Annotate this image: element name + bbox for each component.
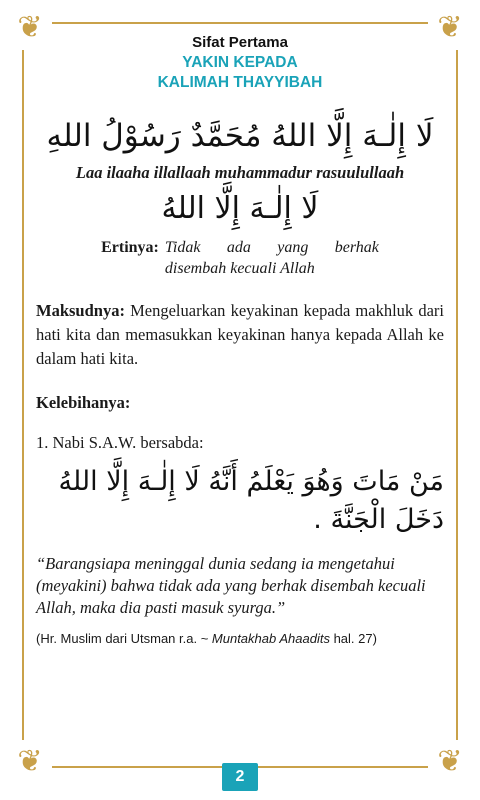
ertinya-block — [36, 237, 444, 279]
page-content — [36, 34, 444, 646]
page-number: 2 — [222, 763, 258, 791]
page-subtitle — [36, 53, 444, 93]
kelebihan-heading: Kelebihanya: — [36, 393, 131, 412]
ertinya-label: Ertinya: — [101, 239, 159, 256]
subtitle-line-1: YAKIN KEPADA — [182, 54, 298, 71]
corner-ornament-icon: ❦ — [8, 6, 52, 50]
kalimah-arabic-short: لَا إِلٰـهَ إِلَّا اللهُ — [161, 191, 319, 226]
reference-prefix: (Hr. Muslim dari Utsman r.a. ~ — [36, 631, 212, 646]
maksudnya-paragraph — [36, 299, 444, 371]
kalimah-transliteration: Laa ilaaha illallaah muhammadur rasuulullaah — [75, 163, 405, 182]
corner-ornament-icon: ❦ — [8, 740, 52, 784]
hadith-line-2: دَخَلَ الْجَنَّةَ . — [313, 504, 444, 535]
ertinya-line-2: disembah kecuali Allah — [164, 260, 315, 277]
ertinya-text — [165, 237, 379, 279]
hadith-reference — [36, 631, 444, 646]
hadith-translation: “Barangsiapa meninggal dunia sedang ia mengetahui (meyakini) bahwa tidak ada yang berhak disembah kecuali Allah, maka dia pasti masuk syurga.” — [36, 554, 426, 617]
kelebihan-item-1: 1. Nabi S.A.W. bersabda: — [36, 433, 204, 452]
reference-suffix: hal. 27) — [329, 631, 377, 646]
page-title: Sifat Pertama — [192, 34, 288, 51]
maksudnya-label: Maksudnya: — [36, 301, 125, 320]
hadith-arabic — [36, 463, 444, 539]
corner-ornament-icon: ❦ — [428, 6, 472, 50]
subtitle-line-2: KALIMAH THAYYIBAH — [157, 74, 323, 91]
corner-ornament-icon: ❦ — [428, 740, 472, 784]
reference-book: Muntakhab Ahaadits — [211, 631, 330, 646]
kalimah-arabic-full: لَا إِلٰـهَ إِلَّا اللهُ مُحَمَّدٌ رَسُوْلُ اللهِ — [46, 118, 434, 154]
ertinya-line-1: Tidak ada yang berhak — [164, 239, 379, 256]
hadith-line-1: مَنْ مَاتَ وَهُوَ يَعْلَمُ أَنَّهُ لَا إِلٰـهَ إِلَّا اللهُ — [58, 466, 444, 497]
maksudnya-text: Mengeluarkan keyakinan kepada makhluk dari hati kita dan memasukkan keyakinan hanya kepada Allah ke dalam hati kita. — [36, 301, 444, 368]
